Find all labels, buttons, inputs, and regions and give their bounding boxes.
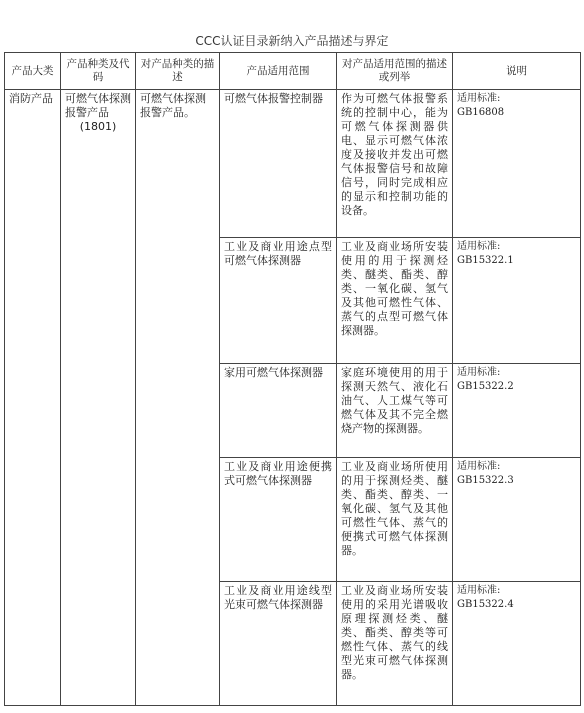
note-cell	[453, 364, 581, 458]
note-standard: GB15322.2	[457, 381, 514, 392]
table-row	[5, 90, 581, 238]
note-label: 适用标准:	[457, 241, 501, 252]
header-scope-desc: 对产品适用范围的描述或列举	[337, 53, 453, 90]
scope-desc-cell: 工业及商业场所使用的用于探测烃类、醚类、酯类、醇类、一氧化碳、氢气及其他可燃性气体、蒸气的便携式可燃气体探测器。	[337, 458, 453, 582]
table-header-row	[5, 53, 581, 90]
note-cell	[453, 458, 581, 582]
header-scope: 产品适用范围	[220, 53, 337, 90]
note-label: 适用标准:	[457, 367, 501, 378]
category-cell: 消防产品	[5, 90, 61, 706]
note-cell	[453, 582, 581, 706]
scope-cell: 可燃气体报警控制器	[220, 90, 337, 238]
type-code-name: 可燃气体探测报警产品	[65, 92, 131, 119]
document-title: CCC认证目录新纳入产品描述与界定	[195, 34, 389, 48]
product-table	[4, 52, 581, 706]
scope-desc-cell: 工业及商业场所安装使用的用于探测烃类、醚类、酯类、醇类、一氧化碳、氢气及其他可燃性气体、蒸气的点型可燃气体探测器。	[337, 238, 453, 364]
header-category: 产品大类	[5, 53, 61, 90]
type-code-number: (1801)	[79, 120, 117, 133]
scope-desc-cell: 工业及商业场所安装使用的采用光谱吸收原理探测烃类、醚类、酯类、醇类等可燃性气体、蒸气的线型光束可燃气体探测器。	[337, 582, 453, 706]
header-type-desc: 对产品种类的描述	[136, 53, 220, 90]
header-note: 说明	[453, 53, 581, 90]
note-cell	[453, 238, 581, 364]
note-standard: GB16808	[457, 107, 505, 118]
scope-cell: 工业及商业用途线型光束可燃气体探测器	[220, 582, 337, 706]
note-standard: GB15322.1	[457, 255, 514, 266]
type-code-cell	[61, 90, 136, 706]
note-label: 适用标准:	[457, 461, 501, 472]
note-cell	[453, 90, 581, 238]
note-standard: GB15322.4	[457, 599, 514, 610]
scope-desc-cell: 家庭环境使用的用于探测天然气、液化石油气、人工煤气等可燃气体及其不完全燃烧产物的探测器。	[337, 364, 453, 458]
header-type-code: 产品种类及代码	[61, 53, 136, 90]
scope-cell: 家用可燃气体探测器	[220, 364, 337, 458]
scope-desc-cell: 作为可燃气体报警系统的控制中心，能为可燃气体探测器供电、显示可燃气体浓度及接收并发出可燃气体报警信号和故障信号，同时完成相应的显示和控制功能的设备。	[337, 90, 453, 238]
note-label: 适用标准:	[457, 585, 501, 596]
note-standard: GB15322.3	[457, 475, 514, 486]
scope-cell: 工业及商业用途点型可燃气体探测器	[220, 238, 337, 364]
scope-cell: 工业及商业用途便携式可燃气体探测器	[220, 458, 337, 582]
type-desc-cell: 可燃气体探测报警产品。	[136, 90, 220, 706]
note-label: 适用标准:	[457, 93, 501, 104]
